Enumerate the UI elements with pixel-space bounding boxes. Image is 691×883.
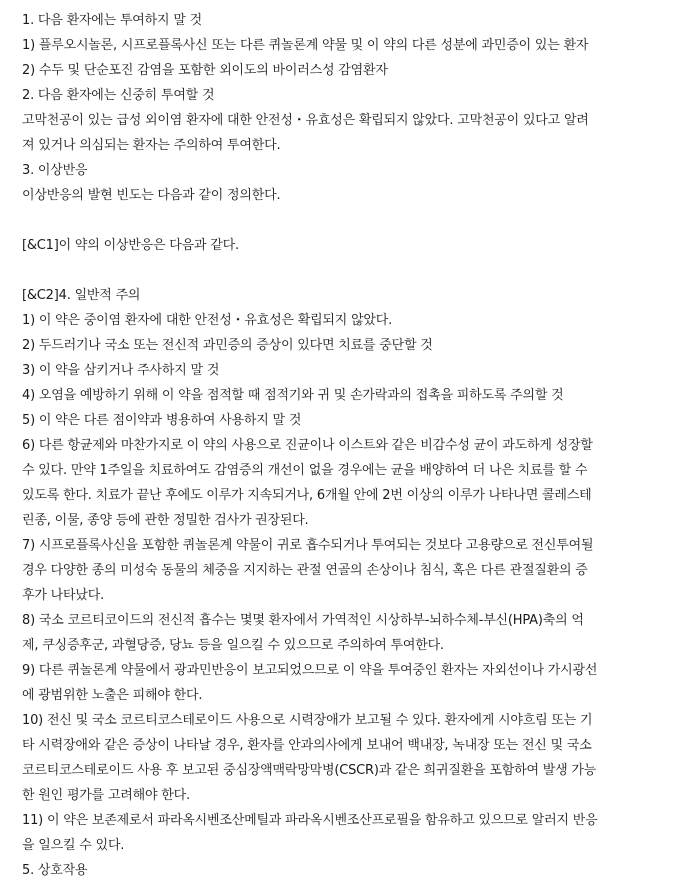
text-line: 고막천공이 있는 급성 외이염 환자에 대한 안전성・유효성은 확립되지 않았다. 고막천공이 있다고 알려 (22, 113, 589, 128)
section-heading: 1. 다음 환자에는 투여하지 말 것 (22, 13, 202, 28)
section-heading: [&C2]4. 일반적 주의 (22, 288, 141, 303)
text-line: [&C1]이 약의 이상반응은 다음과 같다. (22, 238, 239, 253)
text-line: 을 일으킬 수 있다. (22, 838, 125, 853)
text-line: 3) 이 약을 삼키거나 주사하지 말 것 (22, 363, 220, 378)
text-line: 8) 국소 코르티코이드의 전신적 흡수는 몇몇 환자에서 가역적인 시상하부-뇌하수체-부신(HPA)축의 억 (22, 613, 584, 628)
blank-line (22, 258, 679, 283)
text-line: 7) 시프로플록사신을 포함한 퀴놀론계 약물이 귀로 흡수되거나 투여되는 것보다 고용량으로 전신투여될 (22, 538, 594, 553)
text-line: 한 원인 평가를 고려해야 한다. (22, 788, 190, 803)
section-heading: 2. 다음 환자에는 신중히 투여할 것 (22, 88, 215, 103)
text-line: 11) 이 약은 보존제로서 파라옥시벤조산메틸과 파라옥시벤조산프로필을 함유하고 있으므로 알러지 반응 (22, 813, 598, 828)
text-line: 2) 수두 및 단순포진 감염을 포함한 외이도의 바이러스성 감염환자 (22, 63, 388, 78)
text-line: 이상반응의 발현 빈도는 다음과 같이 정의한다. (22, 188, 281, 203)
text-line: 타 시력장애와 같은 증상이 나타날 경우, 환자를 안과의사에게 보내어 백내장, 녹내장 또는 전신 및 국소 (22, 738, 592, 753)
section-heading: 5. 상호작용 (22, 863, 88, 878)
text-line: 에 광범위한 노출은 피해야 한다. (22, 688, 203, 703)
text-line: 코르티코스테로이드 사용 후 보고된 중심장액맥락망막병(CSCR)과 같은 희귀질환을 포함하여 발생 가능 (22, 763, 597, 778)
text-line: 경우 다양한 종의 미성숙 동물의 체중을 지지하는 관절 연골의 손상이나 침식, 혹은 다른 관절질환의 증 (22, 563, 588, 578)
section-heading: 3. 이상반응 (22, 163, 88, 178)
text-line: 5) 이 약은 다른 점이약과 병용하여 사용하지 말 것 (22, 413, 302, 428)
text-line: 10) 전신 및 국소 코르티코스테로이드 사용으로 시력장애가 보고될 수 있다. 환자에게 시야흐림 또는 기 (22, 713, 593, 728)
blank-line (22, 208, 679, 233)
text-line: 4) 오염을 예방하기 위해 이 약을 점적할 때 점적기와 귀 및 손가락과의 접촉을 피하도록 주의할 것 (22, 388, 564, 403)
text-line: 있도록 한다. 치료가 끝난 후에도 이루가 지속되거나, 6개월 안에 2번 이상의 이루가 나타나면 콜레스테 (22, 488, 592, 503)
text-line: 후가 나타났다. (22, 588, 105, 603)
text-line: 제, 쿠싱증후군, 과혈당증, 당뇨 등을 일으킬 수 있으므로 주의하여 투여한다. (22, 638, 444, 653)
text-line: 2) 두드러기나 국소 또는 전신적 과민증의 증상이 있다면 치료를 중단할 것 (22, 338, 433, 353)
text-line: 져 있거나 의심되는 환자는 주의하여 투여한다. (22, 138, 281, 153)
text-line: 9) 다른 퀴놀론계 약물에서 광과민반응이 보고되었으므로 이 약을 투여중인 환자는 자외선이나 가시광선 (22, 663, 598, 678)
text-line: 6) 다른 항균제와 마찬가지로 이 약의 사용으로 진균이나 이스트와 같은 비감수성 균이 과도하게 성장할 (22, 438, 593, 453)
text-line: 1) 이 약은 중이염 환자에 대한 안전성・유효성은 확립되지 않았다. (22, 313, 393, 328)
text-line: 린종, 이물, 종양 등에 관한 정밀한 검사가 권장된다. (22, 513, 309, 528)
text-line: 수 있다. 만약 1주일을 치료하여도 감염증의 개선이 없을 경우에는 균을 배양하여 더 나은 치료를 할 수 (22, 463, 588, 478)
text-line: 1) 플루오시놀론, 시프로플록사신 또는 다른 퀴놀론계 약물 및 이 약의 다른 성분에 과민증이 있는 환자 (22, 38, 589, 53)
